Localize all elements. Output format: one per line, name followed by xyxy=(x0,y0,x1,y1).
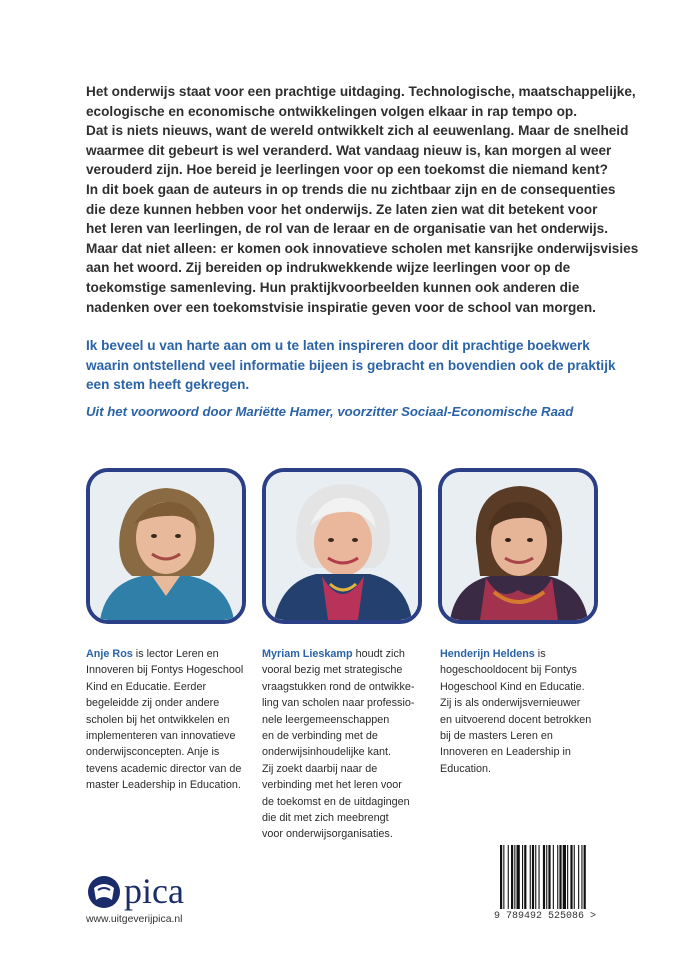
bio-line: begeleidde zij onder andere xyxy=(86,697,220,710)
bio-line: Hogeschool Kind en Educatie. xyxy=(440,680,585,693)
barcode-bar xyxy=(522,845,523,909)
bio-line: onderwijsinhoudelijke kant. xyxy=(262,746,392,759)
bio-text: houdt zich xyxy=(352,648,405,660)
barcode-bar xyxy=(581,845,582,909)
publisher-logo xyxy=(86,872,206,912)
barcode-bar xyxy=(539,845,540,909)
quote-line: een stem heeft gekregen. xyxy=(86,377,250,393)
barcode-bar xyxy=(578,845,579,909)
barcode-bar xyxy=(559,845,561,909)
publisher-website: www.uitgeverijpica.nl xyxy=(86,914,183,925)
intro-line: die deze kunnen hebben voor het onderwijs. Ze laten zien wat dit betekent voor xyxy=(86,201,598,217)
bio-line: Education. xyxy=(440,762,492,775)
barcode-bar xyxy=(553,845,554,909)
barcode-bar xyxy=(584,845,586,909)
barcode-bar xyxy=(524,845,526,909)
author-name: Myriam Lieskamp xyxy=(262,648,353,660)
quote-attribution: Uit het voorwoord door Mariëtte Hamer, voorzitter Sociaal-Economische Raad xyxy=(86,404,574,419)
foreword-quote xyxy=(86,336,616,395)
author-bio-anje-ros xyxy=(86,646,270,794)
bio-line: implementeren van innovatieve xyxy=(86,730,236,743)
bio-line: Innoveren bij Fontys Hogeschool xyxy=(86,664,244,677)
barcode-bar xyxy=(500,845,502,909)
bio-line: nele leergemeenschappen xyxy=(262,713,390,726)
bio-line: hogeschooldocent bij Fontys xyxy=(440,664,577,677)
intro-line: toekomstige samenleving. Hun praktijkvoorbeelden kunnen ook anderen die xyxy=(86,279,580,295)
barcode-bar xyxy=(548,845,550,909)
barcode-bar xyxy=(546,845,547,909)
intro-line: verouderd zijn. Hoe bereid je leerlingen voor op een toekomst die niemand kent? xyxy=(86,162,608,178)
barcode-bar xyxy=(567,845,568,909)
author-bio-myriam-lieskamp xyxy=(262,646,446,843)
bio-line: die dit met zich meebrengt xyxy=(262,812,389,825)
author-photo-myriam-lieskamp xyxy=(262,468,422,624)
intro-line: ecologische en economische ontwikkelingen volgen elkaar in rap tempo op. xyxy=(86,103,578,119)
intro-line: waarmee dit gebeurt is wel veranderd. Wat vandaag nieuw is, kan morgen al weer xyxy=(86,142,612,158)
bio-line: vraagstukken rond de ontwikke- xyxy=(262,680,415,693)
barcode-bar xyxy=(503,845,504,909)
intro-line: In dit boek gaan de auteurs in op trends die nu zichtbaar zijn en de consequenties xyxy=(86,181,616,197)
bio-text: is lector Leren en xyxy=(132,648,219,660)
publisher-logo-text: pica xyxy=(124,871,184,911)
author-name: Henderijn Heldens xyxy=(440,648,535,660)
barcode-bar xyxy=(514,845,515,909)
intro-line: Het onderwijs staat voor een prachtige uitdaging. Technologische, maatschappelijke, xyxy=(86,84,636,99)
barcode-bar xyxy=(511,845,513,909)
bio-line: vooral bezig met strategische xyxy=(262,664,403,677)
barcode-bar xyxy=(563,845,566,909)
author-photo-anje-ros xyxy=(86,468,246,624)
bio-line: tevens academic director van de xyxy=(86,762,242,775)
barcode-bar xyxy=(557,845,558,909)
bio-line: scholen bij het ontwikkelen en xyxy=(86,713,230,726)
intro-line: het leren van leerlingen, de rol van de leraar en de organisatie van het onderwijs. xyxy=(86,221,609,237)
bio-line: Kind en Educatie. Eerder xyxy=(86,680,207,693)
author-bio-henderijn-heldens xyxy=(440,646,624,777)
intro-line: aan het woord. Zij bereiden op indrukwekkende wijze leerlingen voor op de xyxy=(86,260,571,276)
barcode-bar xyxy=(517,845,520,909)
intro-line: Maar dat niet alleen: er komen ook innovatieve scholen met kansrijke onderwijsvisies xyxy=(86,240,639,256)
bio-line: Zij zoekt daarbij naar de xyxy=(262,762,378,775)
isbn-barcode xyxy=(500,845,612,917)
bio-text: is xyxy=(534,648,546,660)
quote-line: waarin ontstellend veel informatie bijeen is gebracht en bovendien ook de praktijk xyxy=(86,357,616,373)
intro-line: Dat is niets nieuws, want de wereld ontwikkelt zich al eeuwenlang. Maar de snelheid xyxy=(86,123,629,139)
barcode-bar xyxy=(508,845,509,909)
barcode-bar xyxy=(532,845,534,909)
bio-line: ling van scholen naar professio- xyxy=(262,697,415,710)
bio-line: de toekomst en de uitdagingen xyxy=(262,795,410,808)
bio-line: voor onderwijsorganisaties. xyxy=(262,828,393,841)
bio-line: en de verbinding met de xyxy=(262,730,378,743)
isbn-barcode-digits: 9 789492 525086 > xyxy=(494,911,597,922)
barcode-bar xyxy=(543,845,545,909)
bio-line: Zij is als onderwijsvernieuwer xyxy=(440,697,581,710)
bio-line: verbinding met het leren voor xyxy=(262,779,402,792)
intro-paragraph xyxy=(86,82,639,317)
quote-line: Ik beveel u van harte aan om u te laten inspireren door dit prachtige boekwerk xyxy=(86,338,590,353)
author-photo-henderijn-heldens xyxy=(438,468,598,624)
bio-line: en uitvoerend docent betrokken xyxy=(440,713,592,726)
barcode-bar xyxy=(535,845,536,909)
barcode-bar xyxy=(530,845,531,909)
bio-line: Innoveren en Leadership in xyxy=(440,746,571,759)
pica-emblem-icon xyxy=(86,874,122,910)
barcode-bar xyxy=(574,845,575,909)
bio-line: onderwijsconcepten. Anje is xyxy=(86,746,220,759)
bio-line: master Leadership in Education. xyxy=(86,779,241,792)
barcode-bar xyxy=(570,845,572,909)
author-name: Anje Ros xyxy=(86,648,133,660)
bio-line: bij de masters Leren en xyxy=(440,730,553,743)
intro-line: nadenken over een toekomstvisie inspiratie geven voor de school van morgen. xyxy=(86,299,596,315)
